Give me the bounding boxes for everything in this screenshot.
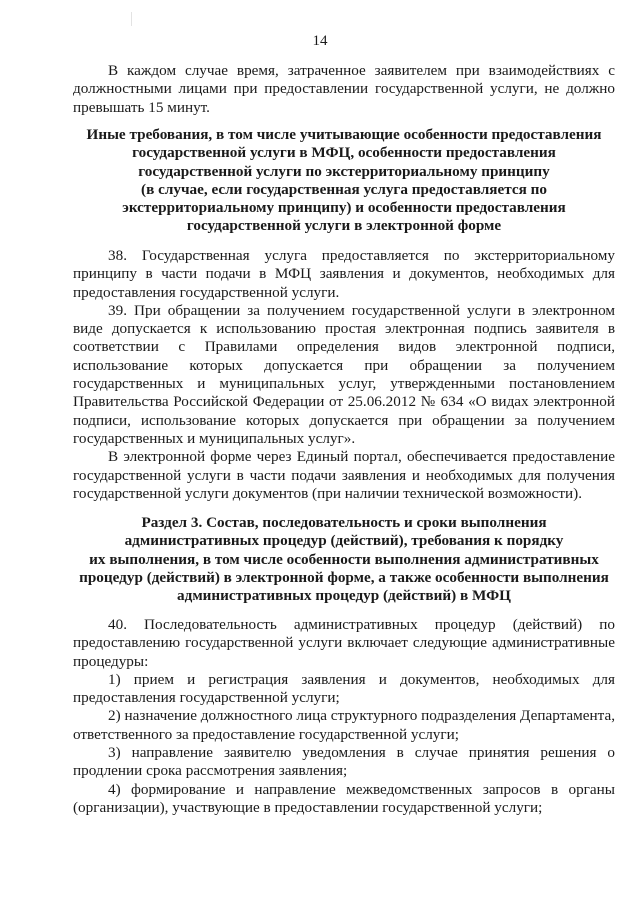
- intro-paragraph: В каждом случае время, затраченное заявителем при взаимодействиях с должностными лицами при предоставлении государственной услуги, не должно превышать 15 минут.: [73, 62, 615, 116]
- heading-line: государственной услуги в электронной форме: [186, 217, 502, 235]
- heading-line: их выполнения, в том числе особенности выполнения административных: [89, 550, 599, 568]
- procedure-item: 1) прием и регистрация заявления и документов, необходимых для предоставления государственной услуги;: [73, 670, 615, 707]
- procedure-item: 4) формирование и направление межведомственных запросов в органы (организации), участвующие в предоставлении государственной услуги;: [73, 780, 615, 816]
- clause-40-block: [73, 616, 615, 817]
- heading-line: административных процедур (действий) в МФЦ: [177, 587, 511, 605]
- heading-line: государственной услуги по экстерриториальному принципу: [138, 162, 550, 180]
- section-3-heading: [73, 514, 615, 605]
- clause-39: 39. При обращении за получением государственной услуги в электронном виде допускается к использованию простая электронная подпись заявителя в соответствии с Правилами определения видов электронной подписи, использование которых допускается при обращении за получением государственных и муниципальных услуг, утвержденными постановлением Правительства Российской Федерации от 25.06.2012 № 634 «О видах электронной подписи, использование которых допускается при обращении за получением государственных и муниципальных услуг».: [73, 301, 615, 447]
- heading-line: Раздел 3. Состав, последовательность и сроки выполнения: [141, 514, 547, 531]
- clause-38: 38. Государственная услуга предоставляется по экстерриториальному принципу в части подачи в МФЦ заявления и документов, необходимых для предоставления государственной услуги.: [73, 247, 615, 301]
- scan-artifact-line: [131, 12, 132, 26]
- clauses-38-39: [73, 247, 615, 503]
- heading-line: процедур (действий) в электронной форме, а также особенности выполнения: [79, 568, 609, 586]
- procedure-item: 2) назначение должностного лица структурного подразделения Департамента, ответственного за предоставление государственной услуги;: [73, 707, 615, 743]
- page-number: 14: [312, 33, 328, 49]
- section-heading-other-requirements: [73, 126, 615, 236]
- intro-block: [73, 62, 615, 117]
- clause-39-electronic: В электронной форме через Единый портал, обеспечивается предоставление государственной услуги в части подачи заявления и необходимых для получения государственной услуги документов (при наличии технической возможности).: [73, 448, 615, 502]
- clause-40: 40. Последовательность административных процедур (действий) по предоставлению государственной услуги включает следующие административные процедуры:: [73, 616, 615, 670]
- heading-line: Иные требования, в том числе учитывающие особенности предоставления: [86, 126, 602, 143]
- heading-line: государственной услуги в МФЦ, особенности предоставления: [132, 144, 556, 162]
- heading-line: административных процедур (действий), требования к порядку: [124, 532, 564, 550]
- procedure-item: 3) направление заявителю уведомления в случае принятия решения о продлении срока рассмотрения заявления;: [73, 744, 615, 780]
- heading-line: экстерриториальному принципу) и особенности предоставления: [122, 199, 566, 217]
- heading-line: (в случае, если государственная услуга предоставляется по: [141, 180, 547, 198]
